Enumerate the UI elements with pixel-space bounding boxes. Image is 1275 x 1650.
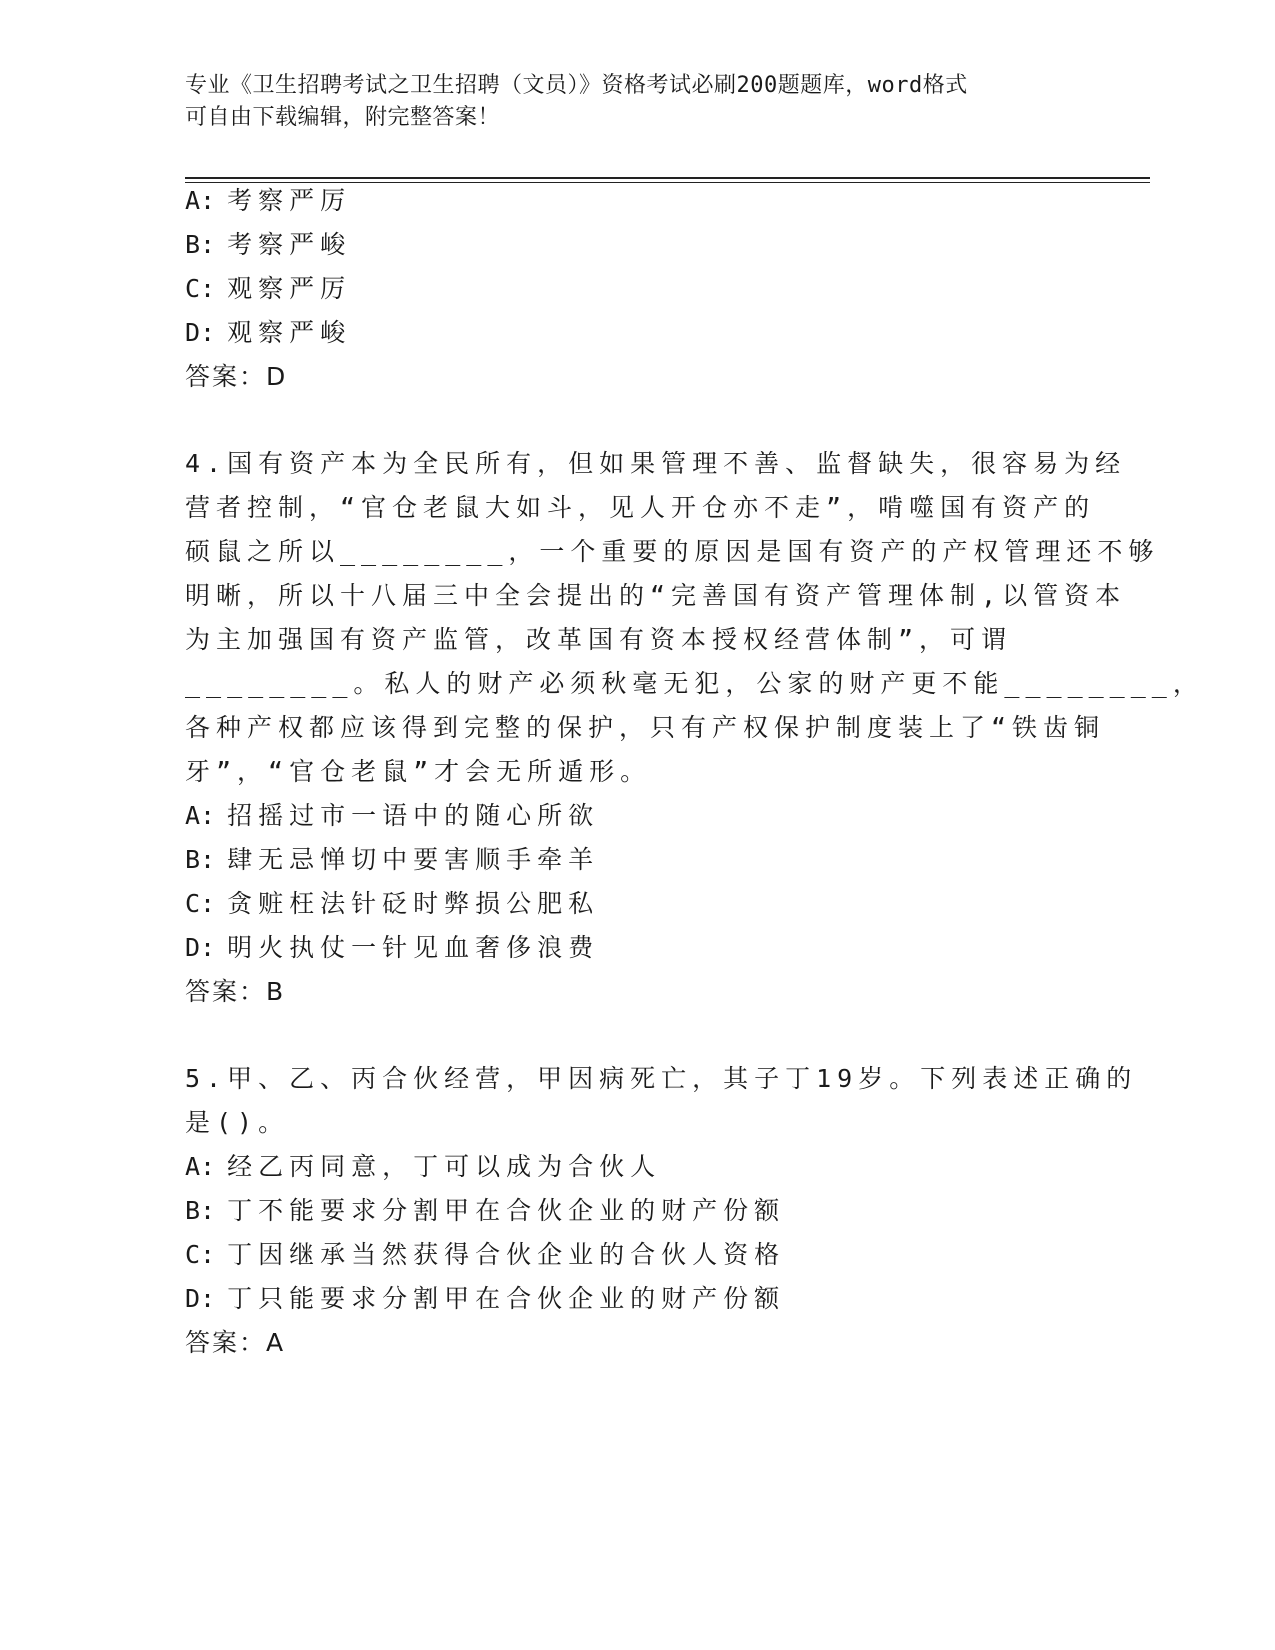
q4-stem-line-1: 4.国有资产本为全民所有，但如果管理不善、监督缺失，很容易为经 xyxy=(185,449,1127,478)
q4-stem-line-6: ________。私人的财产必须秋毫无犯，公家的财产更不能________， xyxy=(185,669,1204,698)
q3-option-a xyxy=(185,183,351,219)
q5-option-d xyxy=(185,1281,785,1317)
option-label: B: xyxy=(185,845,216,874)
q4-stem-line-2: 营者控制，“官仓老鼠大如斗，见人开仓亦不走”，啃噬国有资产的 xyxy=(185,493,1096,522)
option-text: 观察严厉 xyxy=(227,274,352,303)
q4-option-c xyxy=(185,886,599,922)
option-text: 丁因继承当然获得合伙企业的合伙人资格 xyxy=(227,1240,786,1269)
q4-option-b xyxy=(185,842,599,878)
option-label: A: xyxy=(185,1152,216,1181)
q3-answer: 答案：D xyxy=(185,362,288,391)
option-label: D: xyxy=(185,933,216,962)
header-line-1: 专业《卫生招聘考试之卫生招聘（文员）》资格考试必刷200题题库，word格式 xyxy=(185,73,968,98)
header-rule xyxy=(185,177,1150,179)
q4-answer: 答案：B xyxy=(185,977,286,1006)
q4-stem-line-4: 明晰，所以十八届三中全会提出的“完善国有资产管理体制,以管资本 xyxy=(185,581,1127,610)
q5-option-b xyxy=(185,1193,785,1229)
option-label: B: xyxy=(185,230,216,259)
q3-option-c xyxy=(185,271,351,307)
q4-option-d xyxy=(185,930,599,966)
option-label: D: xyxy=(185,1284,216,1313)
option-label: C: xyxy=(185,1240,216,1269)
option-label: A: xyxy=(185,186,216,215)
option-text: 丁只能要求分割甲在合伙企业的财产份额 xyxy=(227,1284,786,1313)
option-label: D: xyxy=(185,318,216,347)
option-text: 经乙丙同意，丁可以成为合伙人 xyxy=(227,1152,662,1181)
q3-option-d xyxy=(185,315,351,351)
option-text: 考察严厉 xyxy=(227,186,352,215)
option-text: 考察严峻 xyxy=(227,230,352,259)
option-text: 招摇过市一语中的随心所欲 xyxy=(227,801,600,830)
q4-option-a xyxy=(185,798,599,834)
q5-option-c xyxy=(185,1237,785,1273)
option-text: 明火执仗一针见血奢侈浪费 xyxy=(227,933,600,962)
document-header xyxy=(185,70,1065,134)
option-label: C: xyxy=(185,889,216,918)
q4-stem-line-3: 硕鼠之所以________，一个重要的原因是国有资产的产权管理还不够 xyxy=(185,537,1160,566)
header-line-2: 可自由下载编辑，附完整答案！ xyxy=(185,105,501,130)
q5-stem-line-2: 是()。 xyxy=(185,1108,290,1137)
option-text: 肆无忌惮切中要害顺手牵羊 xyxy=(227,845,600,874)
option-text: 观察严峻 xyxy=(227,318,352,347)
q3-option-b xyxy=(185,227,351,263)
option-text: 丁不能要求分割甲在合伙企业的财产份额 xyxy=(227,1196,786,1225)
option-label: A: xyxy=(185,801,216,830)
q4-stem-line-5: 为主加强国有资产监管，改革国有资本授权经营体制”，可谓 xyxy=(185,625,1013,654)
option-label: B: xyxy=(185,1196,216,1225)
option-label: C: xyxy=(185,274,216,303)
q5-stem-line-1: 5.甲、乙、丙合伙经营，甲因病死亡，其子丁19岁。下列表述正确的 xyxy=(185,1064,1138,1093)
option-text: 贪赃枉法针砭时弊损公肥私 xyxy=(227,889,600,918)
q4-stem-line-7: 各种产权都应该得到完整的保护，只有产权保护制度装上了“铁齿铜 xyxy=(185,713,1106,742)
q5-option-a xyxy=(185,1149,661,1185)
q5-answer: 答案：A xyxy=(185,1328,286,1357)
q4-stem-line-8: 牙”，“官仓老鼠”才会无所遁形。 xyxy=(185,757,652,786)
